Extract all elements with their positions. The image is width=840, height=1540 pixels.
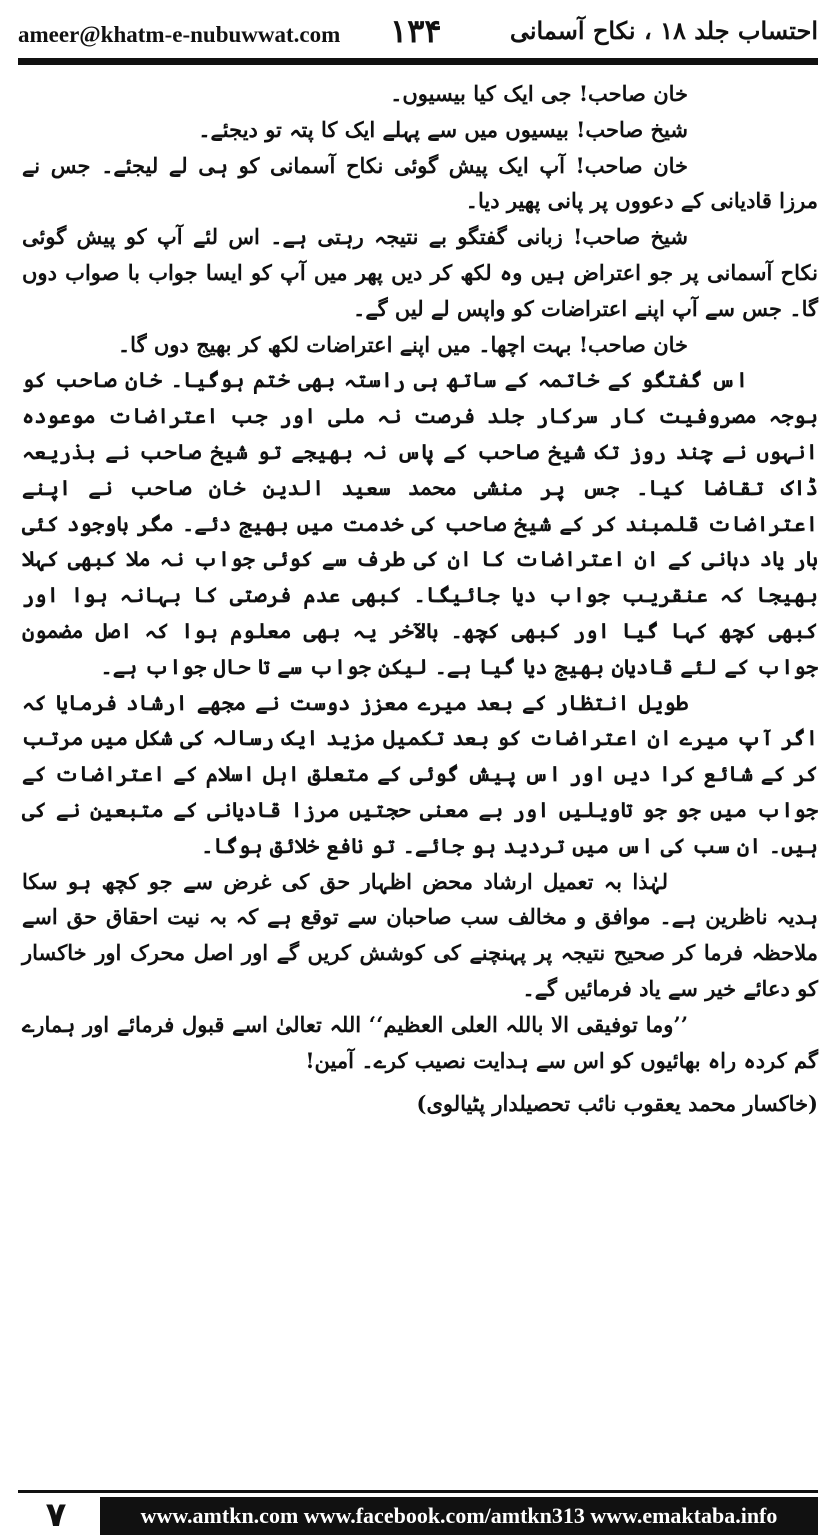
page-number: ۱۳۴ [390,12,442,50]
paragraph: طویل انتظار کے بعد میرے معزز دوست نے مجھے ارشاد فرمایا کہ اگر آپ میرے ان اعتراضات کو بعد تکمیل مزید ایک رسالہ کی شکل میں مرتب کر کے شائع کرا دیں اور اس پیش گوئی کے متعلق اہل اسلام کے اعتراضات کے جواب میں جو جو تاویلیں اور بے معنی حجتیں مرزا قادیانی کے متبعین نے کی ہیں۔ ان سب کی اس میں تردید ہو جائے۔ تو نافع خلائق ہوگا۔ [22,689,818,858]
paragraph: خان صاحب! آپ ایک پیش گوئی نکاح آسمانی کو ہی لے لیجئے۔ جس نے مرزا قادیانی کے دعووں پر پانی پھیر دیا۔ [22,152,818,214]
paragraph: خان صاحب! بہت اچھا۔ میں اپنے اعتراضات لکھ کر بھیج دوں گا۔ [117,331,688,357]
signature: (خاکسار محمد یعقوب نائب تحصیلدار پٹیالوی) [416,1091,818,1117]
running-title: احتساب جلد ۱۸ ، نکاح آسمانی [509,16,818,45]
paragraph: شیخ صاحب! بیسیوں میں سے پہلے ایک کا پتہ تو دیجئے۔ [198,116,688,142]
page-header [18,10,818,56]
paragraph: اس گفتگو کے خاتمہ کے ساتھ ہی راستہ بھی ختم ہوگیا۔ خان صاحب کو بوجہ مصروفیت کار سرکار جلد فرصت نہ ملی اور جب اعتراضات موعودہ انہوں نے چند روز تک شیخ صاحب کے پاس نہ بھیجے تو شیخ صاحب نے بذریعہ ڈاک تقاضا کیا۔ جس پر منشی محمد سعید الدین خان صاحب نے اپنے اعتراضات قلمبند کر کے شیخ صاحب کی خدمت میں بھیج دئے۔ مگر باوجود کئی بار یاد دہانی کے ان اعتراضات کا ان کی طرف سے کوئی جواب نہ ملا کبھی کہلا بھیجا کہ عنقریب جواب دیا جائیگا۔ کبھی عدم فرصتی کا بہانہ ہوا اور کبھی کچھ کہا گیا اور کبھی کچھ۔ بالآخر یہ بھی معلوم ہوا کہ اصل مضمون جواب کے لئے قادیان بھیج دیا گیا ہے۔ لیکن جواب سے تا حال جواب ہے۔ [22,367,818,679]
body-text [22,76,818,1122]
footer-rule [18,1490,818,1493]
folio-number: ۷ [45,1495,67,1535]
paragraph: شیخ صاحب! زبانی گفتگو بے نتیجہ رہتی ہے۔ اس لئے آپ کو پیش گوئی نکاح آسمانی پر جو اعتراض ہیں وہ لکھ کر دیں پھر میں آپ کو ایسا جواب با صواب دوں گا۔ جس سے آپ اپنے اعتراضات کو واپس لے لیں گے۔ [22,224,818,321]
footer-links: www.amtkn.com www.facebook.com/amtkn313 www.emaktaba.info [100,1497,818,1535]
paragraph: لہٰذا بہ تعمیل ارشاد محض اظہار حق کی غرض سے جو کچھ ہو سکا ہدیہ ناظرین ہے۔ موافق و مخالف سب صاحبان سے توقع ہے کہ بہ نیت احقاق حق اسے ملاحظہ فرما کر صحیح نتیجہ پر پہنچنے کی کوشش کریں گے اور اصل محرک اور خاکسار کو دعائے خیر سے یاد فرمائیں گے۔ [22,868,818,1001]
header-email: ameer@khatm-e-nubuwwat.com [18,22,341,47]
paragraph: ’’وما توفیقی الا باللہ العلی العظیم‘‘ اللہ تعالیٰ اسے قبول فرمائے اور ہمارے گم کردہ راہ بھائیوں کو اس سے ہدایت نصیب کرے۔ آمین! [22,1011,818,1073]
paragraph: خان صاحب! جی ایک کیا بیسیوں۔ [390,81,688,106]
header-rule [18,58,818,65]
